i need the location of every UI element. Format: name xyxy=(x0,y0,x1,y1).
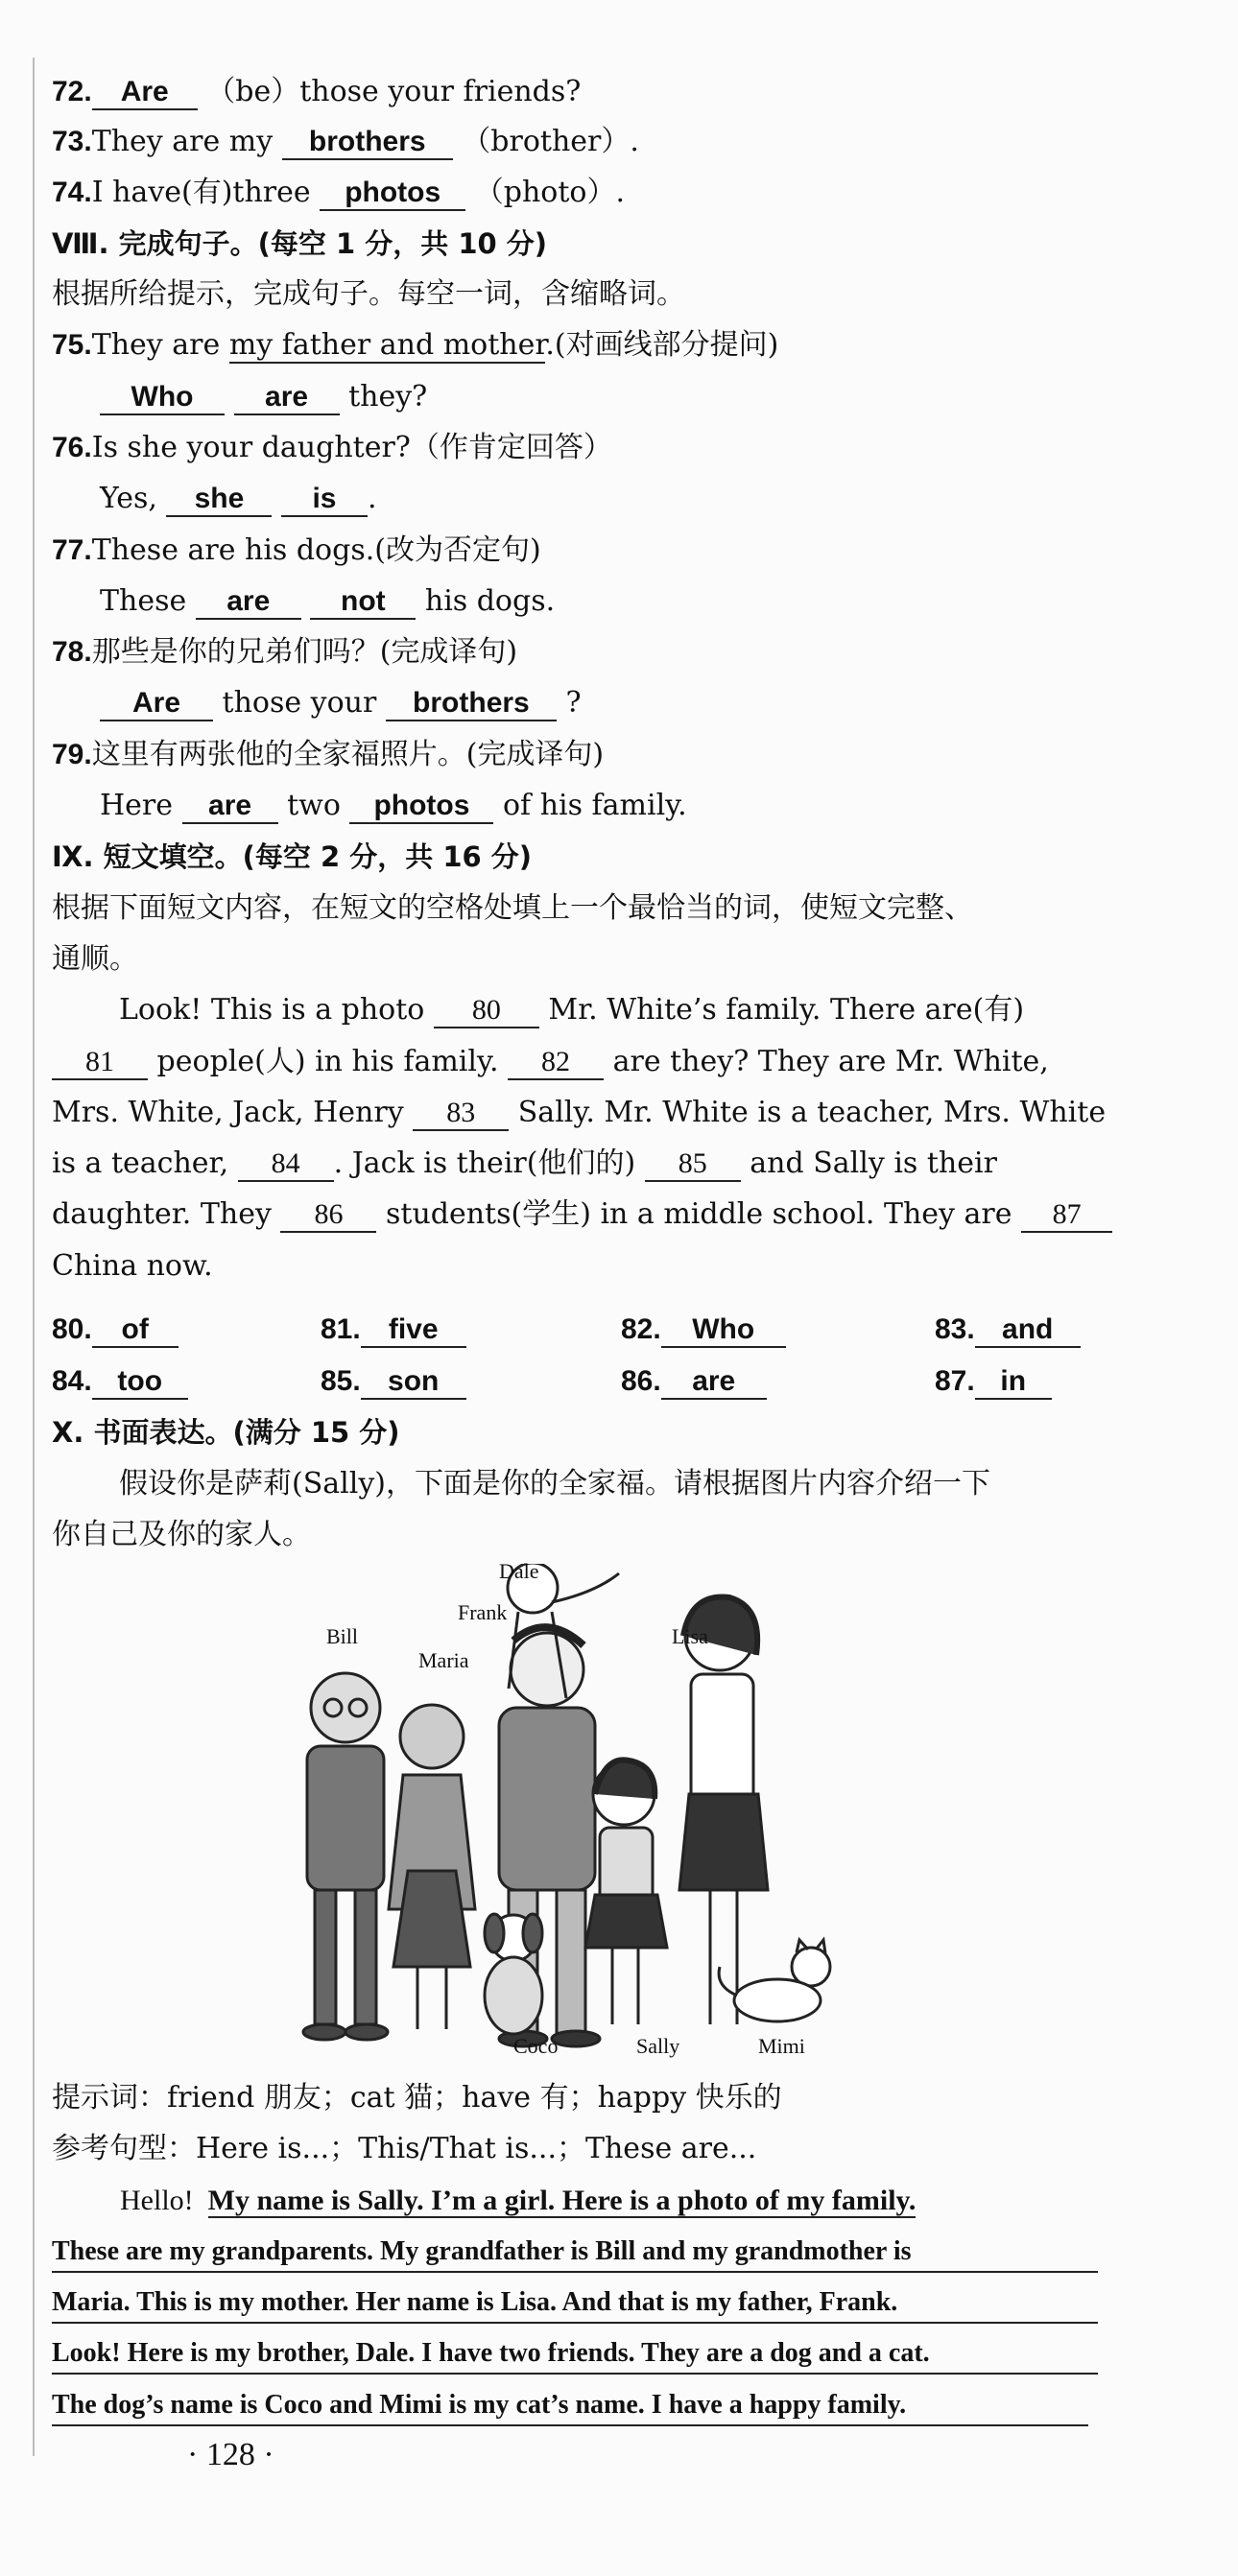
question-78-answer: Are those your brothers ? xyxy=(100,684,1180,722)
question-79: 79.这里有两张他的全家福照片。(完成译句) xyxy=(52,738,605,771)
essay-line-2: These are my grandparents. My grandfather is Bill and my grandmother is xyxy=(52,2233,1098,2273)
section-9-instructions-cont: 通顺。 xyxy=(52,942,138,976)
answer-blank: photos xyxy=(320,177,465,211)
answer-blank: photos xyxy=(349,790,493,824)
question-75: 75.They are my father and mother.(对画线部分提问) xyxy=(52,328,779,362)
passage-line-4: is a teacher, 84 . Jack is their(他们的) 85 and Sally is their xyxy=(52,1146,997,1180)
answer-item: 84. too xyxy=(52,1362,188,1401)
answer-item: 81. five xyxy=(321,1311,466,1349)
passage-blank: 86 xyxy=(280,1198,376,1233)
passage-line-5: daughter. They 86 students(学生) in a middle school. They are 87 xyxy=(52,1195,1180,1234)
grandfather-bill-figure xyxy=(303,1673,388,2040)
answer-blank: Who xyxy=(100,381,225,415)
essay-line-1: Hello! My name is Sally. I’m a girl. Here is a photo of my family. xyxy=(120,2185,917,2216)
question-72: 72. Are （be）those your friends? xyxy=(52,75,582,108)
label-frank: Frank xyxy=(458,1600,508,1624)
passage-blank: 87 xyxy=(1021,1198,1112,1233)
answer-blank: are xyxy=(234,381,340,415)
answer-item: 85. son xyxy=(321,1362,466,1401)
label-maria: Maria xyxy=(418,1648,469,1672)
answer-blank: are xyxy=(182,790,278,824)
answer-blank: Are xyxy=(92,76,198,110)
question-79-answer: Here are two photos of his family. xyxy=(100,789,687,822)
section-9-instructions: 根据下面短文内容，在短文的空格处填上一个最恰当的词，使短文完整、 xyxy=(52,891,973,925)
answer-blank: not xyxy=(310,585,416,620)
essay-line-5: The dog’s name is Coco and Mimi is my cat’s name. I have a happy family. xyxy=(52,2386,1088,2426)
dog-coco-figure xyxy=(485,1914,542,2034)
sally-figure xyxy=(585,1760,667,2024)
grandmother-maria-figure xyxy=(389,1705,475,2029)
section-8-title: Ⅷ. 完成句子。(每空 1 分，共 10 分) xyxy=(52,227,548,260)
section-10-title: Ⅹ. 书面表达。(满分 15 分) xyxy=(52,1416,400,1449)
family-picture xyxy=(278,1564,873,2072)
label-sally: Sally xyxy=(636,2034,680,2058)
question-74: 74.I have(有)three photos （photo）. xyxy=(52,176,625,209)
section-8-instructions: 根据所给提示，完成句子。每空一词，含缩略词。 xyxy=(52,277,685,311)
label-dale: Dale xyxy=(499,1559,539,1583)
essay-line-4: Look! Here is my brother, Dale. I have two friends. They are a dog and a cat. xyxy=(52,2334,1098,2375)
hint-words: 提示词：friend 朋友；cat 猫；have 有；happy 快乐的 xyxy=(52,2081,782,2115)
passage-line-6: China now. xyxy=(52,1249,213,1283)
question-77: 77.These are his dogs.(改为否定句) xyxy=(52,533,541,567)
label-coco: Coco xyxy=(513,2034,559,2058)
question-78: 78.那些是你的兄弟们吗？(完成译句) xyxy=(52,635,518,669)
question-73: 73.They are my brothers （brother）. xyxy=(52,125,639,158)
answer-row-2 xyxy=(52,1362,1184,1401)
question-77-answer: These are not his dogs. xyxy=(100,584,556,618)
answer-blank: brothers xyxy=(282,126,453,160)
essay-line-3: Maria. This is my mother. Her name is Lisa. And that is my father, Frank. xyxy=(52,2283,1098,2324)
answer-item: 83. and xyxy=(935,1311,1081,1349)
cat-mimi-figure xyxy=(719,1940,830,2021)
passage-line-3: Mrs. White, Jack, Henry 83 Sally. Mr. White is a teacher, Mrs. White xyxy=(52,1096,1107,1129)
label-lisa: Lisa xyxy=(672,1624,708,1648)
answer-blank: she xyxy=(166,483,272,517)
passage-blank: 85 xyxy=(645,1147,741,1182)
question-76: 76.Is she your daughter?（作肯定回答） xyxy=(52,431,612,464)
answer-item: 87. in xyxy=(935,1362,1052,1401)
mother-lisa-figure xyxy=(679,1597,768,2025)
section-9-title: Ⅸ. 短文填空。(每空 2 分，共 16 分) xyxy=(52,840,533,873)
passage-line-1: Look! This is a photo 80 Mr. White’s family. There are(有) xyxy=(119,993,1025,1027)
margin-line xyxy=(33,58,35,2456)
hint-patterns: 参考句型：Here is...；This/That is...；These are... xyxy=(52,2132,757,2165)
section-10-instructions: 假设你是萨莉(Sally)，下面是你的全家福。请根据图片内容介绍一下 xyxy=(119,1467,990,1501)
answer-blank: is xyxy=(281,483,368,517)
passage-blank: 80 xyxy=(434,994,539,1028)
label-mimi: Mimi xyxy=(758,2034,805,2058)
answer-blank: are xyxy=(196,585,301,620)
question-75-answer: Who are they? xyxy=(100,378,1180,416)
question-76-answer: Yes, she is . xyxy=(100,482,377,515)
passage-line-2: 81 people(人) in his family. 82 are they? They are Mr. White, xyxy=(52,1043,1180,1081)
passage-blank: 83 xyxy=(413,1097,509,1131)
passage-blank: 84 xyxy=(238,1147,334,1182)
underlined-phrase: my father and mother xyxy=(228,328,546,362)
answer-item: 80. of xyxy=(52,1311,179,1349)
section-10-instructions-cont: 你自己及你的家人。 xyxy=(52,1518,311,1551)
passage-blank: 82 xyxy=(508,1046,604,1080)
answer-row-1 xyxy=(52,1311,1184,1349)
label-bill: Bill xyxy=(326,1624,359,1648)
answer-item: 86. are xyxy=(621,1362,767,1401)
passage-blank: 81 xyxy=(52,1046,148,1080)
answer-item: 82. Who xyxy=(621,1311,786,1349)
answer-blank: Are xyxy=(100,687,213,721)
answer-blank: brothers xyxy=(386,687,557,721)
page-number: · 128 · xyxy=(187,2437,274,2472)
